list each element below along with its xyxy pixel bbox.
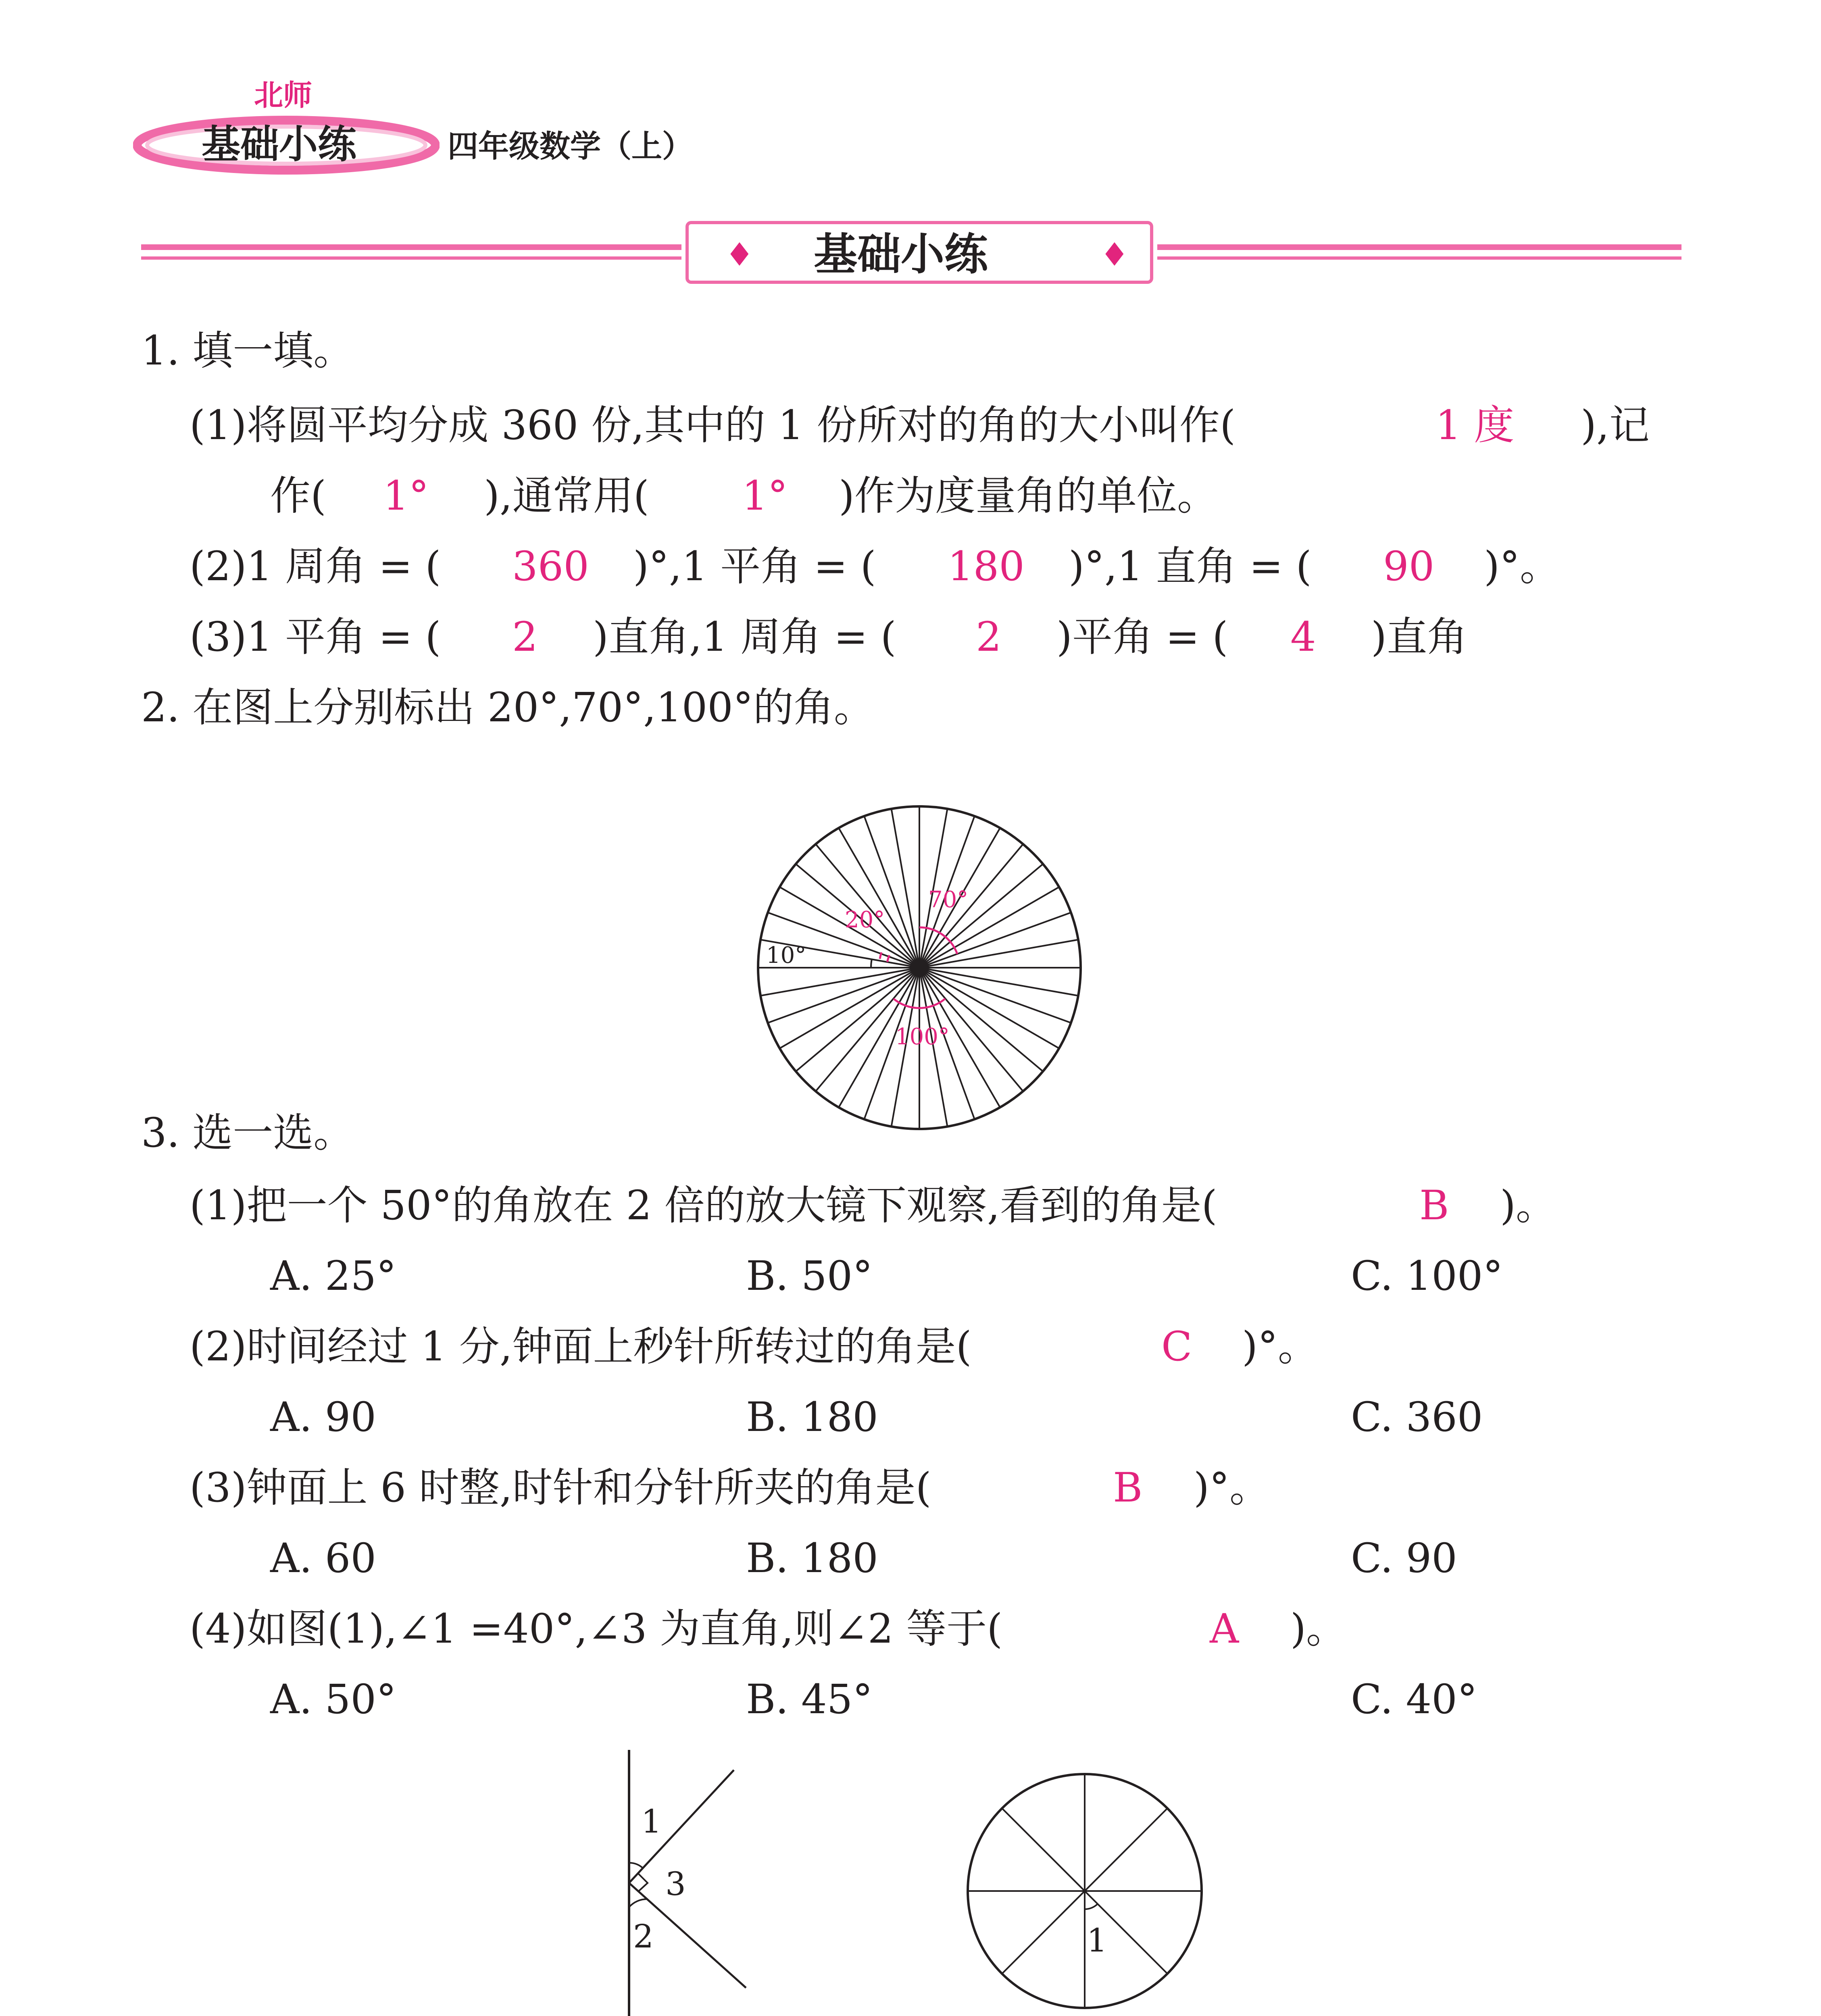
label-70-degrees: 70°: [928, 887, 969, 913]
q3-s2-end: )°。: [1242, 1323, 1319, 1370]
q3-title: 3. 选一选。: [141, 1109, 354, 1156]
q3-s3-option-c: C. 90: [1351, 1535, 1457, 1582]
q1-p2-b: )°,1 平角 = (: [633, 543, 876, 590]
section-title-box: [685, 221, 1153, 284]
q1-p3-a: (3)1 平角 = (: [190, 613, 441, 660]
title-rule-left: [141, 244, 681, 250]
q1-p1-answer1: 1 度: [1436, 402, 1515, 449]
q1-p2-answer1: 360: [512, 543, 589, 590]
q3-s2-option-c: C. 360: [1351, 1393, 1483, 1441]
fig1-label-2: 2: [633, 1918, 654, 1955]
logo-top-text: 北师: [254, 78, 313, 112]
title-rule-right: [1157, 244, 1681, 250]
q1-p2-answer3: 90: [1383, 543, 1435, 590]
q1-p2-a: (2)1 周角 = (: [190, 543, 441, 590]
q1-p3-d: )直角: [1371, 613, 1468, 660]
figure-1-angles: [605, 1746, 774, 2016]
q3-s4-option-b: B. 45°: [746, 1676, 873, 1723]
q3-s4-text: (4)如图(1),∠1 =40°,∠3 为直角,则∠2 等于(: [190, 1605, 1003, 1652]
title-rule-right-thin: [1157, 256, 1681, 260]
q1-p2-d: )°。: [1484, 543, 1561, 590]
label-20-degrees: 20°: [845, 907, 885, 933]
q3-s1-end: )。: [1500, 1182, 1556, 1229]
q3-s1-answer: B: [1419, 1182, 1449, 1229]
q1-p1-answer2: 1°: [383, 472, 429, 519]
q3-s2-option-a: A. 90: [270, 1393, 377, 1441]
logo-main-text: 基础小练: [202, 122, 356, 167]
q1-p1-line1-end: ),记: [1581, 402, 1650, 449]
label-100-degrees: 100°: [895, 1024, 950, 1050]
protractor-circle-diagram: [754, 802, 1085, 1133]
q3-s3-answer: B: [1113, 1464, 1143, 1511]
header: [133, 73, 738, 177]
q3-s2-answer: C: [1161, 1323, 1192, 1370]
q2-title: 2. 在图上分别标出 20°,70°,100°的角。: [141, 684, 874, 731]
q3-s3-option-b: B. 180: [746, 1535, 878, 1582]
title-rule-left-thin: [141, 256, 681, 260]
q3-s4-end: )。: [1290, 1605, 1347, 1652]
q1-p1-answer3: 1°: [742, 472, 788, 519]
q1-p1-line2-end: )作为度量角的单位。: [839, 472, 1218, 519]
q1-p1-line2-start: 作(: [270, 472, 327, 519]
q3-s1-text: (1)把一个 50°的角放在 2 倍的放大镜下观察,看到的角是(: [190, 1182, 1217, 1229]
q3-s1-option-a: A. 25°: [270, 1252, 397, 1300]
section-title: 基础小练: [814, 229, 988, 280]
q1-title: 1. 填一填。: [141, 327, 354, 374]
fig1-label-3: 3: [665, 1865, 686, 1903]
q1-p3-c: )平角 = (: [1056, 613, 1228, 660]
q1-p3-answer3: 4: [1290, 613, 1316, 660]
q1-p3-answer1: 2: [512, 613, 538, 660]
q3-s4-option-c: C. 40°: [1351, 1676, 1477, 1723]
q1-p2-c: )°,1 直角 = (: [1069, 543, 1312, 590]
fig1-label-1: 1: [641, 1803, 662, 1840]
q1-p3-answer2: 2: [976, 613, 1002, 660]
q3-s2-text: (2)时间经过 1 分,钟面上秒针所转过的角是(: [190, 1323, 972, 1370]
fig2-label-1: 1: [1087, 1922, 1107, 1959]
q1-p3-b: )直角,1 周角 = (: [593, 613, 896, 660]
q3-s3-text: (3)钟面上 6 时整,时针和分针所夹的角是(: [190, 1464, 931, 1511]
label-10-degrees: 10°: [766, 942, 806, 968]
q3-s3-end: )°。: [1194, 1464, 1270, 1511]
q1-p2-answer2: 180: [948, 543, 1025, 590]
q1-p1-line2-mid: ),通常用(: [484, 472, 649, 519]
q3-s1-option-c: C. 100°: [1351, 1252, 1503, 1300]
diamond-left-icon: ♦: [725, 236, 754, 273]
q3-s3-option-a: A. 60: [270, 1535, 377, 1582]
q3-s4-option-a: A. 50°: [270, 1676, 397, 1723]
q3-s2-option-b: B. 180: [746, 1393, 878, 1441]
figure-2-circle-eighths: [964, 1770, 1206, 2012]
q3-s4-answer: A: [1210, 1605, 1239, 1652]
q1-p1-line1: (1)将圆平均分成 360 份,其中的 1 份所对的角的大小叫作(: [190, 402, 1236, 449]
diamond-right-icon: ♦: [1100, 236, 1129, 273]
q3-s1-option-b: B. 50°: [746, 1252, 873, 1300]
grade-label: 四年级数学（上）: [448, 128, 693, 164]
